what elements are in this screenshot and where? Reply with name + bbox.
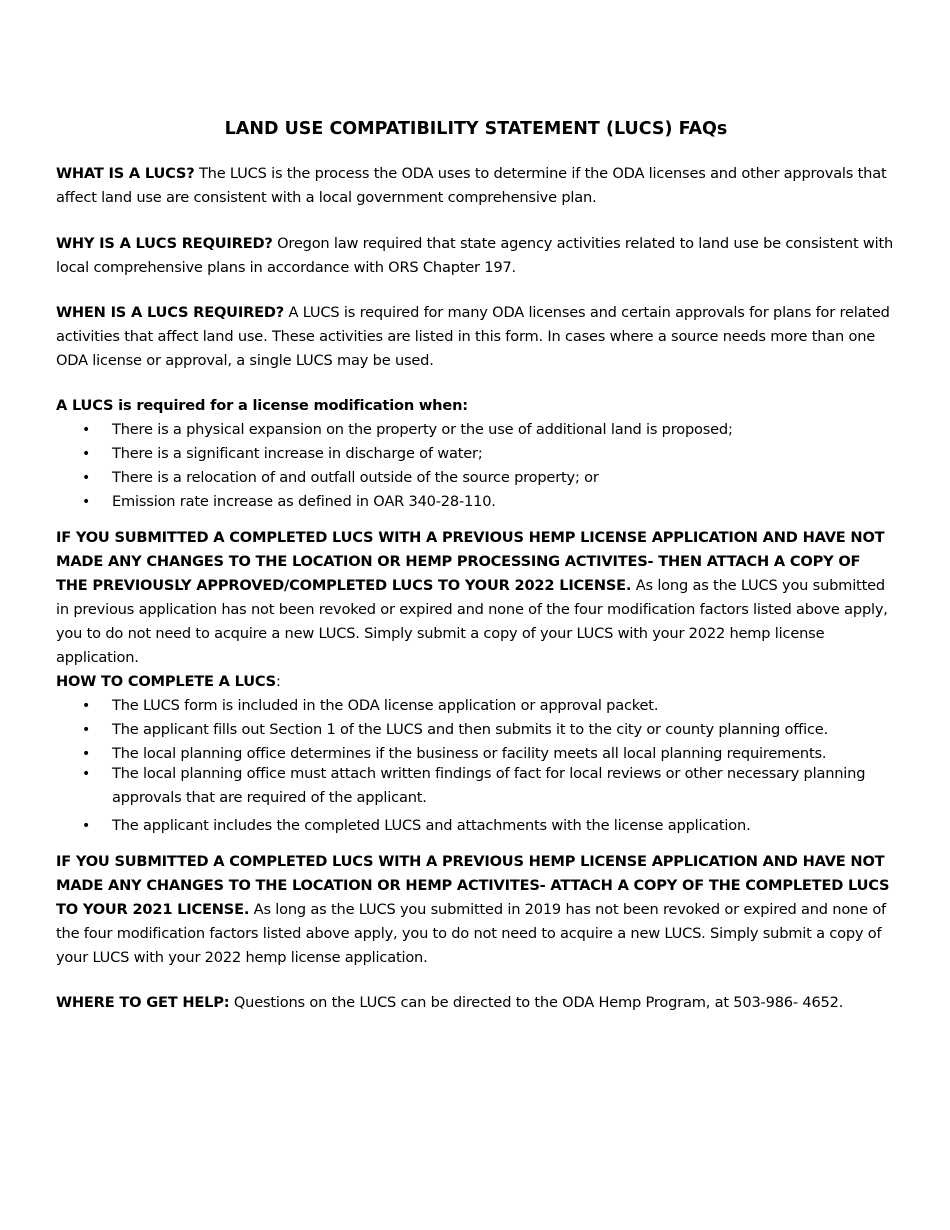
how-to-complete-list — [56, 694, 896, 838]
list-item: • There is a relocation of and outfall outside of the source property; or — [56, 466, 896, 490]
list-item: • The local planning office determines if the business or facility meets all local planning requirements. — [56, 742, 896, 766]
list-item: • The local planning office must attach written findings of fact for local reviews or other necessary planning approvals that are required of the applicant. — [56, 762, 896, 810]
list-item: • The applicant includes the completed LUCS and attachments with the license application. — [56, 814, 896, 838]
bullet-icon: • — [82, 470, 91, 486]
bullet-icon: • — [82, 766, 91, 782]
bullet-icon: • — [82, 818, 91, 834]
list-item: • There is a significant increase in discharge of water; — [56, 442, 896, 466]
why-required-paragraph — [56, 232, 896, 280]
bullet-icon: • — [82, 494, 91, 510]
how-to-complete-heading-line: HOW TO COMPLETE A LUCS: — [56, 673, 281, 690]
when-required-paragraph — [56, 301, 896, 373]
list-item: • There is a physical expansion on the property or the use of additional land is proposed; — [56, 418, 896, 442]
bullet-icon: • — [82, 446, 91, 462]
previous-lucs-paragraph-1 — [56, 526, 896, 670]
when-required-heading: WHEN IS A LUCS REQUIRED? — [56, 304, 285, 321]
list-item: • The LUCS form is included in the ODA license application or approval packet. — [56, 694, 896, 718]
help-heading: WHERE TO GET HELP: — [56, 994, 230, 1011]
what-is-text: The LUCS is the process the ODA uses to determine if the ODA licenses and other approvals that affect land use are consistent with a local government comprehensive plan. — [56, 165, 887, 206]
bullet-icon: • — [82, 746, 91, 762]
bullet-icon: • — [82, 722, 91, 738]
list-item: • Emission rate increase as defined in OAR 340-28-110. — [56, 490, 896, 514]
modification-list — [56, 418, 896, 514]
help-text: Questions on the LUCS can be directed to the ODA Hemp Program, at 503-986- 4652. — [229, 994, 844, 1011]
previous-lucs-text-1: As long as the LUCS you submitted in previous application has not been revoked or expired and none of the four modification factors listed above apply, you to do not need to acquire a new LUCS. Simply submit a copy of your LUCS with your 2022 hemp license application. — [56, 577, 888, 666]
list-item: • The applicant fills out Section 1 of the LUCS and then submits it to the city or county planning office. — [56, 718, 896, 742]
when-required-text: A LUCS is required for many ODA licenses and certain approvals for plans for related activities that affect land use. These activities are listed in this form. In cases where a source needs more than one ODA license or approval, a single LUCS may be used. — [56, 304, 890, 369]
modification-heading: A LUCS is required for a license modification when: — [56, 397, 468, 414]
document-page — [56, 117, 896, 1015]
why-required-text: Oregon law required that state agency activities related to land use be consistent with local comprehensive plans in accordance with ORS Chapter 197. — [56, 235, 894, 276]
how-to-complete-heading: HOW TO COMPLETE A LUCS — [56, 673, 276, 690]
bullet-icon: • — [82, 698, 91, 714]
why-required-heading: WHY IS A LUCS REQUIRED? — [56, 235, 273, 252]
what-is-heading: WHAT IS A LUCS? — [56, 165, 195, 182]
previous-lucs-paragraph-2 — [56, 850, 896, 970]
previous-lucs-heading-1: IF YOU SUBMITTED A COMPLETED LUCS WITH A PREVIOUS HEMP LICENSE APPLICATION AND HAVE NOT MADE ANY CHANGES TO THE LOCATION OR HEMP PROCESSING ACTIVITES- THEN ATTACH A COPY OF THE PREVIOUSLY APPROVED/COMPLETED LUCS TO YOUR 2022 LICENSE. — [56, 529, 885, 594]
page-title: LAND USE COMPATIBILITY STATEMENT (LUCS) FAQs — [224, 119, 728, 139]
previous-lucs-heading-2: IF YOU SUBMITTED A COMPLETED LUCS WITH A PREVIOUS HEMP LICENSE APPLICATION AND HAVE NOT MADE ANY CHANGES TO THE LOCATION OR HEMP ACTIVITES- ATTACH A COPY OF THE COMPLETED LUCS TO YOUR 2021 LICENSE. — [56, 853, 890, 918]
previous-lucs-text-2: As long as the LUCS you submitted in 2019 has not been revoked or expired and none of the four modification factors listed above apply, you to do not need to acquire a new LUCS. Simply submit a copy of your LUCS with your 2022 hemp license application. — [56, 901, 886, 966]
what-is-paragraph — [56, 162, 896, 210]
help-paragraph — [56, 991, 896, 1015]
bullet-icon: • — [82, 422, 91, 438]
